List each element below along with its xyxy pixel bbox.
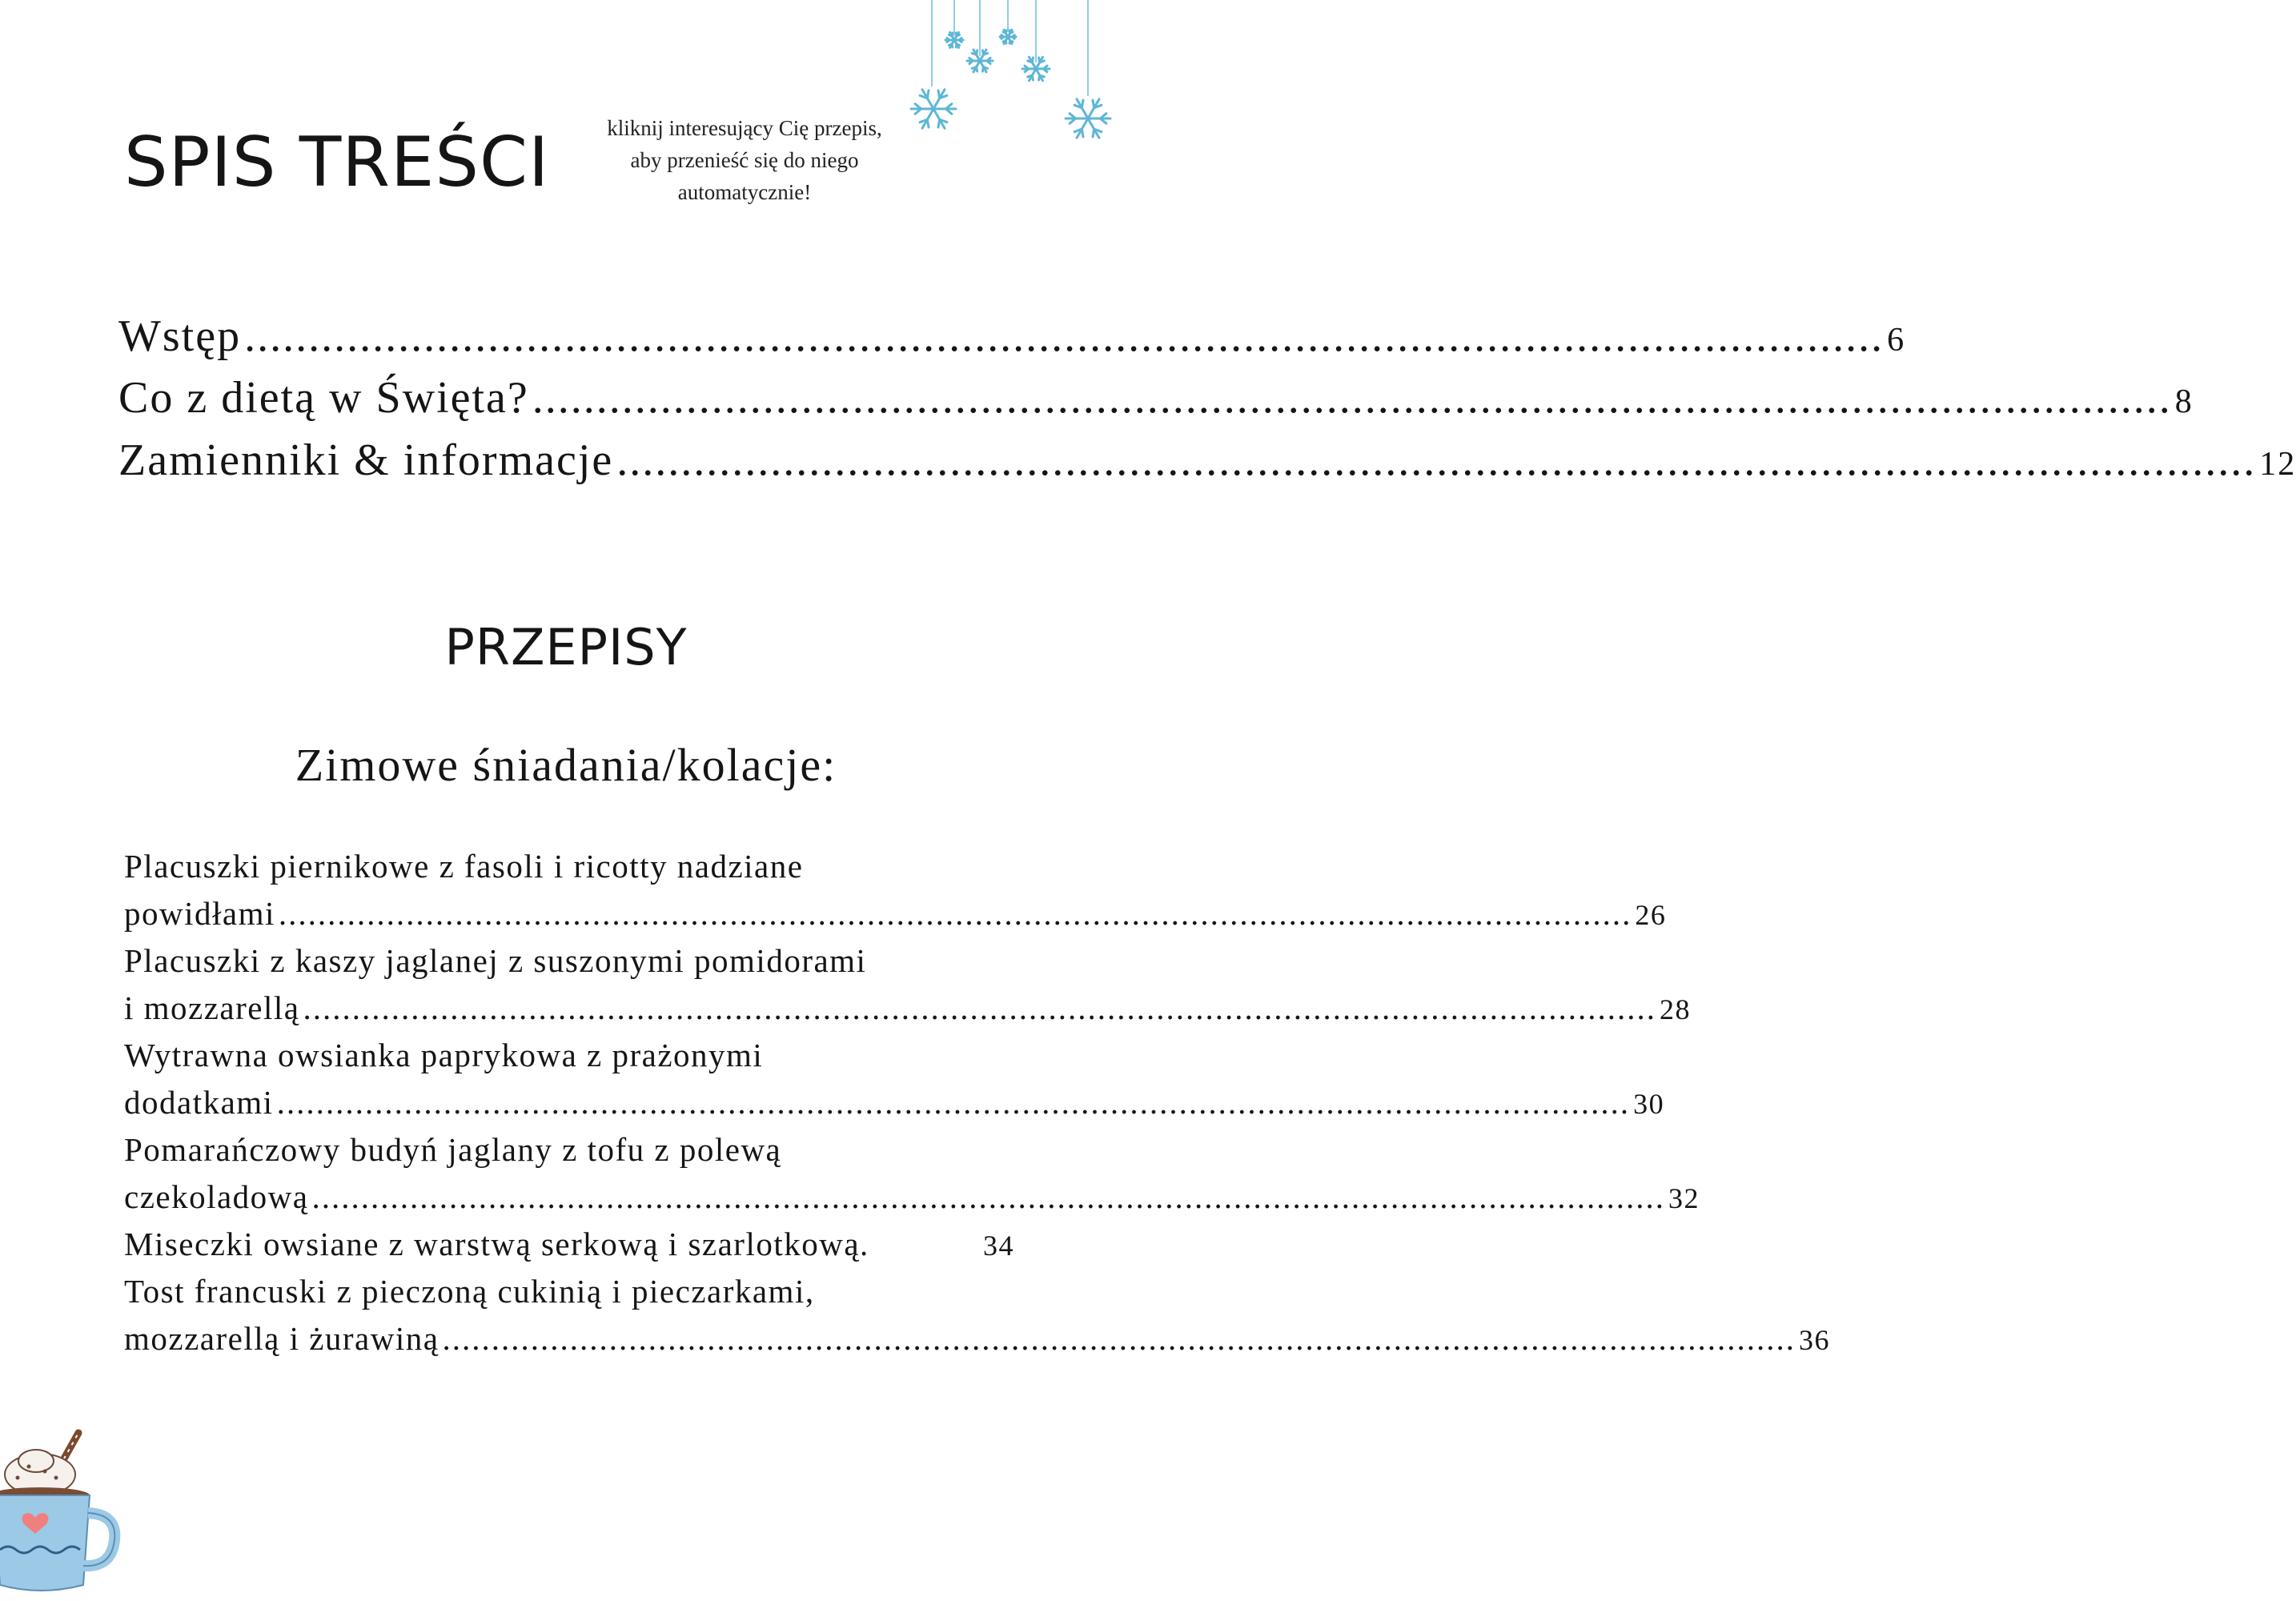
- toc-page-number: 34: [983, 1230, 1014, 1262]
- dot-leader: .: [860, 1226, 870, 1262]
- toc-label: Wstęp: [118, 311, 242, 361]
- recipe-title-line[interactable]: Pomarańczowy budyń jaglany z tofu z polewą: [124, 1131, 782, 1168]
- toc-page-number: 32: [1668, 1182, 1700, 1214]
- instruction-note: kliknij interesujący Cię przepis, aby przenieść się do niego automatycznie!: [607, 116, 882, 204]
- toc-link-recipe-32[interactable]: [124, 1178, 1700, 1216]
- snowflake-icon: [911, 90, 956, 128]
- recipe-title-line[interactable]: Placuszki piernikowe z fasoli i ricotty nadziane: [124, 848, 804, 885]
- toc-link-recipe-28[interactable]: [124, 989, 1691, 1027]
- snowflake-icon: [1022, 57, 1050, 80]
- toc-page-number: 30: [1633, 1088, 1665, 1120]
- recipe-title-line[interactable]: Placuszki z kaszy jaglanej z suszonymi pomidorami: [124, 942, 867, 979]
- toc-link-zamienniki[interactable]: [118, 435, 2296, 486]
- toc-label: Miseczki owsiane z warstwą serkową i szarlotkową: [124, 1226, 861, 1262]
- dot-leader: ..........................................................................................................................................: [311, 1178, 1665, 1215]
- toc-page-number: 12: [2259, 446, 2296, 483]
- recipe-title-line[interactable]: Tost francuski z pieczoną cukinią i pieczarkami,: [124, 1273, 815, 1310]
- section-heading: Zimowe śniadania/kolacje:: [295, 739, 837, 791]
- toc-label: Co z dietą w Święta?: [118, 373, 529, 423]
- toc-page-number: 36: [1798, 1324, 1830, 1356]
- toc-link-recipe-30[interactable]: [124, 1083, 1665, 1122]
- snowflake-icon: [967, 50, 993, 72]
- toc-page-number: 6: [1887, 322, 1906, 359]
- hot-chocolate-mug-icon: [0, 1425, 128, 1601]
- toc-link-recipe-34[interactable]: [124, 1225, 1014, 1263]
- toc-label: mozzarellą i żurawiną: [124, 1320, 440, 1357]
- dot-leader: ................................................................................................................................: [616, 435, 2257, 485]
- snowflakes: [924, 0, 1132, 160]
- dot-leader: ................................................................................................................................: [244, 311, 1885, 361]
- toc-label: czekoladową: [124, 1178, 309, 1215]
- toc-link-recipe-36[interactable]: [124, 1319, 1830, 1358]
- toc-link-wstep[interactable]: [118, 311, 1906, 362]
- dot-leader: ..........................................................................................................................................: [278, 895, 1632, 932]
- toc-label: i mozzarellą: [124, 989, 300, 1026]
- toc-page-number: 8: [2174, 383, 2194, 420]
- dot-leader: ..........................................................................................................................................: [276, 1084, 1631, 1121]
- dot-leader: ..........................................................................................................................................: [442, 1320, 1796, 1357]
- snowflake-icon: [1000, 30, 1016, 43]
- recipes-heading: PRZEPISY: [444, 618, 688, 676]
- snowflake-icon: [1066, 99, 1110, 138]
- page-title: SPIS TREŚCI: [124, 122, 550, 203]
- toc-label: Zamienniki & informacje: [118, 435, 614, 485]
- toc-page-number: 26: [1635, 899, 1667, 931]
- dot-leader: ..........................................................................................................................................: [303, 989, 1656, 1026]
- dot-leader: ................................................................................................................................: [532, 373, 2172, 423]
- recipe-title-line[interactable]: Wytrawna owsianka paprykowa z prażonymi: [124, 1037, 764, 1073]
- toc-link-dieta[interactable]: [118, 372, 2194, 423]
- toc-page-number: 28: [1659, 993, 1691, 1025]
- toc-label: dodatkami: [124, 1084, 274, 1121]
- toc-label: powidłami: [124, 895, 275, 932]
- snowflake-icon: [945, 33, 963, 48]
- toc-link-recipe-26[interactable]: [124, 894, 1667, 933]
